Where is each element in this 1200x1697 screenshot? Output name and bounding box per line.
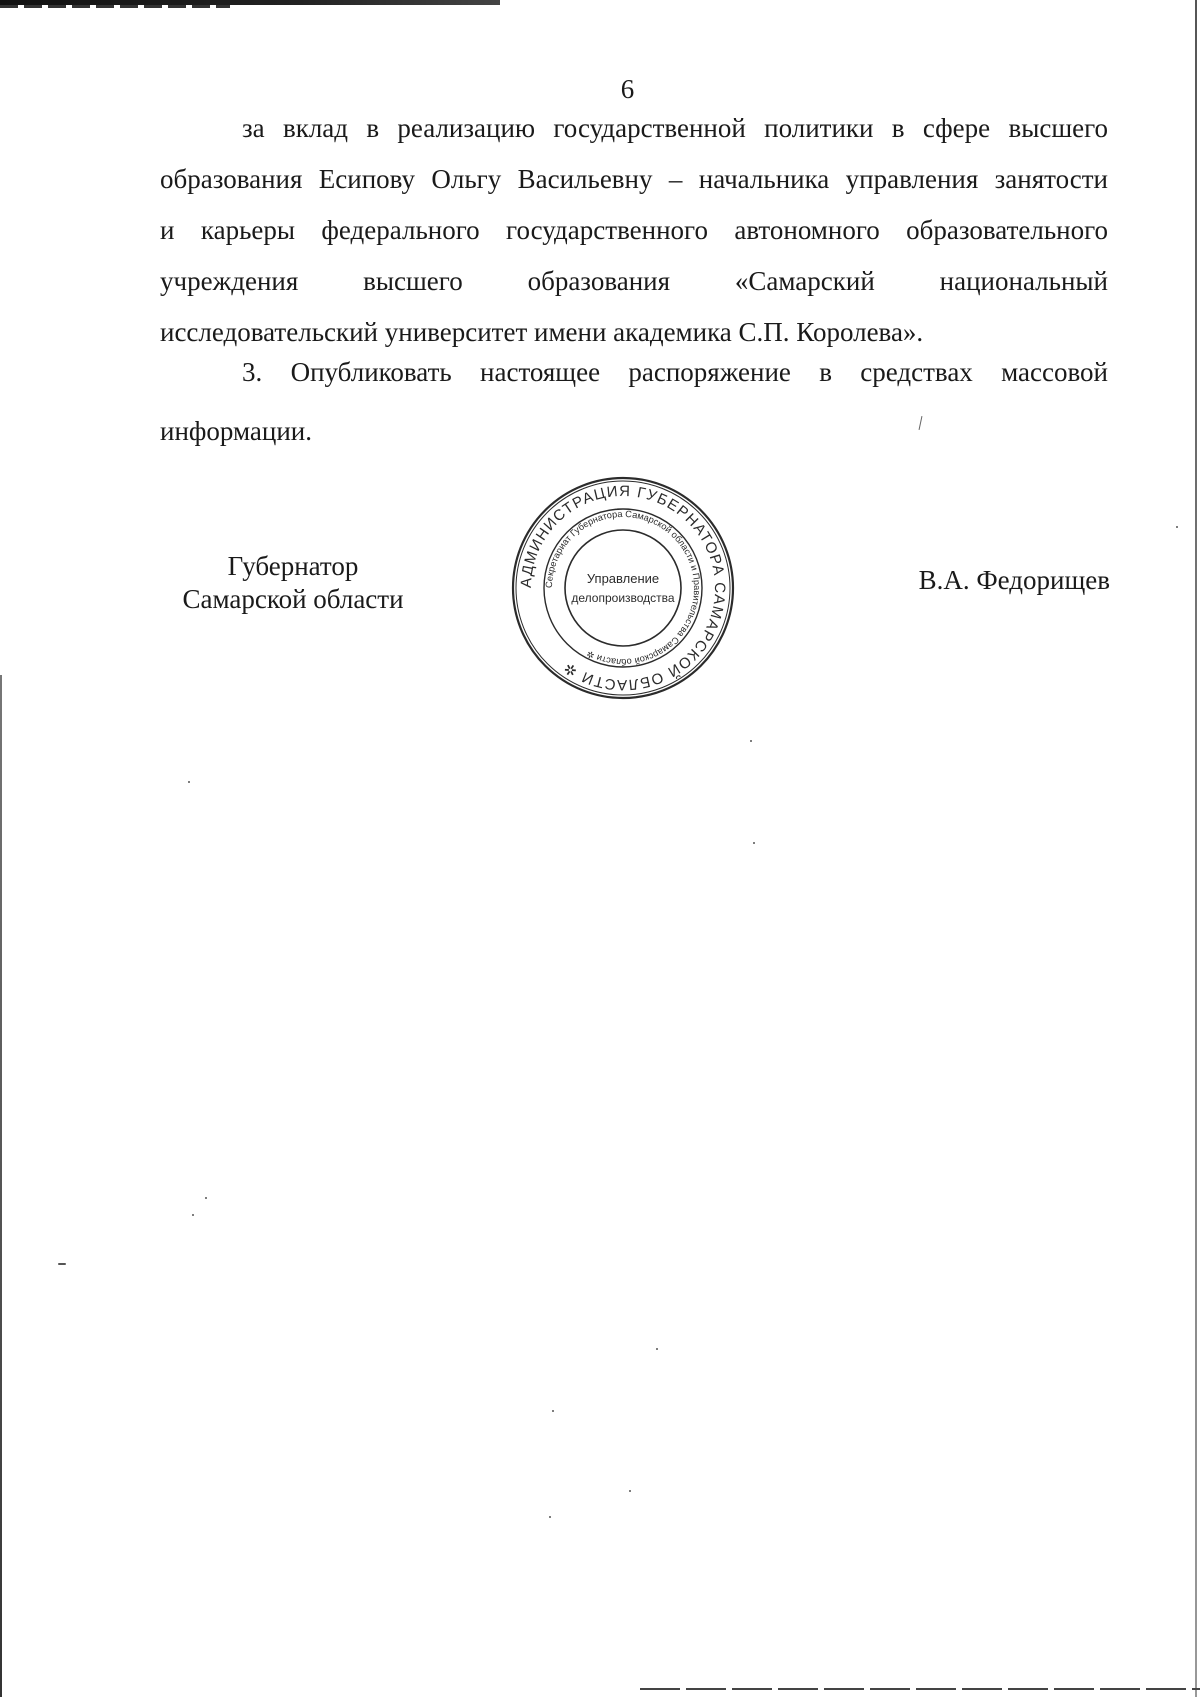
- scan-speck: [549, 1516, 551, 1518]
- signatory-name: В.А. Федорищев: [918, 565, 1110, 595]
- signatory-title: [163, 550, 423, 616]
- scan-speck: [1176, 526, 1178, 528]
- signatory-title-line: Самарской области: [182, 584, 404, 614]
- text-line: информации.: [160, 416, 312, 446]
- text-line: исследовательский университет имени академика С.П. Королева».: [160, 317, 924, 347]
- text-line: образования Есипову Ольгу Васильевну – начальника управления занятости: [160, 164, 1108, 194]
- official-seal: [510, 475, 736, 701]
- page-number: 6: [620, 74, 635, 104]
- signatory-title-line: Губернатор: [227, 551, 359, 581]
- seal-center-line-2: делопроизводства: [571, 591, 675, 605]
- scan-speck: [552, 1410, 554, 1412]
- seal-graphic: [510, 475, 736, 701]
- paragraph-award: [160, 112, 1108, 349]
- scan-artifact-left-edge: [0, 675, 2, 1697]
- seal-center-line-1: Управление: [586, 571, 660, 586]
- paragraph-publish: [160, 356, 1108, 448]
- scan-speck: [58, 1263, 66, 1265]
- scan-speck: [656, 1348, 658, 1350]
- scan-speck: [205, 1197, 207, 1199]
- seal-inner-text: Секретариат Губернатора Самарской области и Правительства Самарской области ✲: [543, 508, 703, 668]
- text-line: 3. Опубликовать настоящее распоряжение в средствах массовой: [242, 357, 1108, 387]
- seal-outer-text: АДМИНИСТРАЦИЯ ГУБЕРНАТОРА САМАРСКОЙ ОБЛАСТИ ✲: [517, 482, 729, 694]
- text-line: учреждения высшего образования «Самарский национальный: [160, 266, 1108, 296]
- scan-speck: [753, 842, 755, 844]
- text-line: за вклад в реализацию государственной политики в сфере высшего: [242, 113, 1108, 143]
- scan-artifact-right-edge: [1195, 0, 1197, 1697]
- scan-speck: [750, 740, 752, 742]
- scan-artifact-bottom-edge: [640, 1688, 1200, 1690]
- scan-speck: [188, 781, 190, 783]
- scan-artifact-top: [0, 0, 500, 5]
- text-line: и карьеры федерального государственного автономного образовательного: [160, 215, 1108, 245]
- scan-speck: [629, 1490, 631, 1492]
- scan-speck: [192, 1214, 194, 1216]
